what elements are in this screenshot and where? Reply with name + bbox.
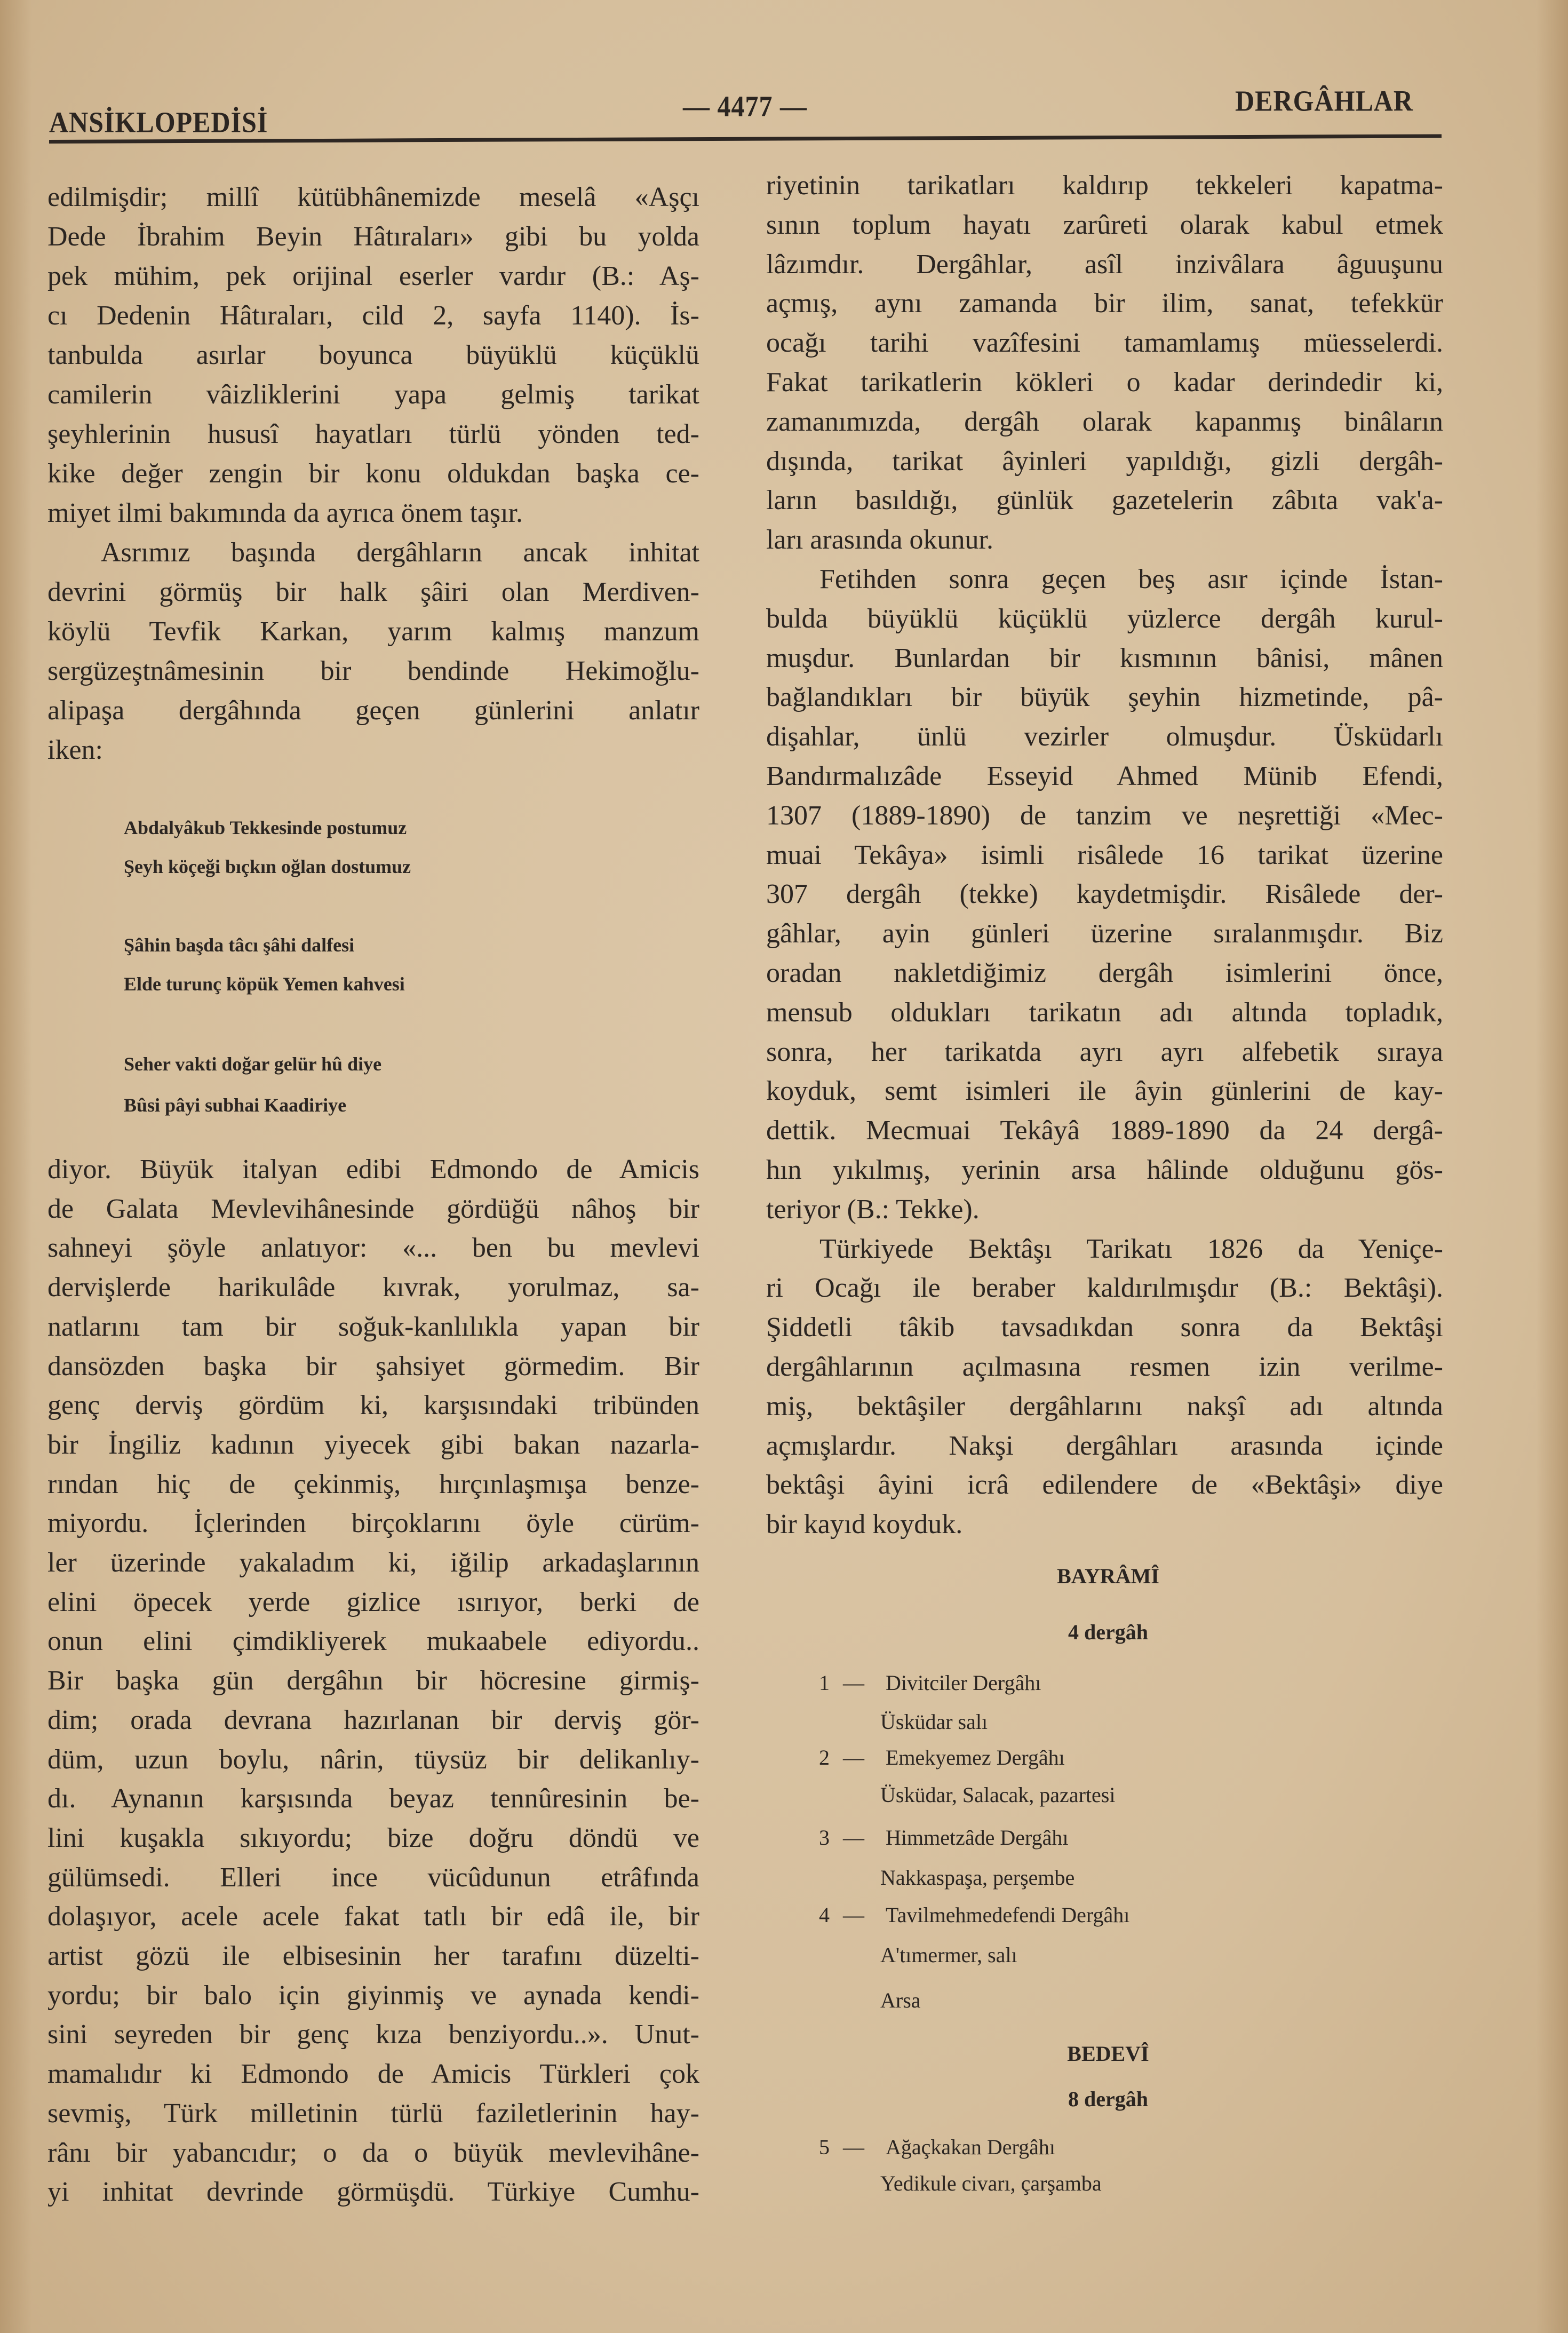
- list-item-number: 1: [819, 1671, 830, 1695]
- paragraph-line: diyor. Büyük italyan edibi Edmondo de Amicis: [47, 1154, 699, 1185]
- list-item-number: 4: [819, 1903, 830, 1927]
- paragraph-line: şeyhlerinin hususî hayatları türlü yönden ted-: [47, 419, 699, 449]
- poem-verse: Bûsi pâyi subhai Kaadiriye: [124, 1094, 347, 1116]
- list-item-number: 3: [819, 1826, 830, 1850]
- paragraph-line: bir kayıd koyduk.: [766, 1509, 963, 1540]
- paragraph-line: sahneyi şöyle anlatıyor: «... ben bu mevlevi: [47, 1233, 699, 1264]
- paragraph-line: miyordu. İçlerinden birçoklarını öyle cürüm-: [47, 1508, 699, 1539]
- paragraph-line: köylü Tevfik Karkan, yarım kalmış manzum: [47, 616, 699, 647]
- list-item-name: Emekyemez Dergâhı: [886, 1745, 1065, 1769]
- paragraph-line: dı. Aynanın karşısında beyaz tennûresinin be-: [47, 1783, 699, 1814]
- paragraph-line: Dede İbrahim Beyin Hâtıraları» gibi bu yolda: [47, 221, 699, 252]
- paragraph-line: dansözden başka bir şahsiyet görmedim. Bir: [47, 1351, 699, 1382]
- running-header-left: ANSİKLOPEDİSİ: [49, 106, 268, 139]
- paragraph-line: tanbulda asırlar boyunca büyüklü küçüklü: [47, 340, 699, 370]
- list-item-detail: A'tımermer, salı: [880, 1943, 1017, 1967]
- paragraph-line: sini seyreden bir genç kıza benziyordu..». Unut-: [47, 2019, 699, 2050]
- paragraph-line: ları arasında okunur.: [766, 525, 993, 556]
- paragraph-line: miş, bektâşiler dergâhlarını nakşî adı altında: [766, 1391, 1443, 1422]
- paragraph-line: elini öpecek yerde gizlice ısırıyor, berki de: [47, 1586, 699, 1617]
- paragraph-line: devrini görmüş bir halk şâiri olan Merdiven-: [47, 577, 699, 607]
- paragraph-line: yi inhitat devrinde görmüşdü. Türkiye Cumhu-: [47, 2177, 699, 2208]
- paragraph-line: dim; orada devrana hazırlanan bir derviş gör-: [47, 1704, 699, 1735]
- paragraph-line: bulda büyüklü küçüklü yüzlerce dergâh kurul-: [766, 603, 1443, 634]
- paragraph-line: miyet ilmi bakımında da ayrıca önem taşır.: [47, 498, 523, 528]
- poem-verse: Şeyh köçeği bıçkın oğlan dostumuz: [124, 856, 411, 877]
- page-edge-shadow: [1536, 0, 1568, 2333]
- paragraph-line: genç derviş gördüm ki, karşısındaki tribünden: [47, 1390, 699, 1421]
- poem-verse: Abdalyâkub Tekkesinde postumuz: [124, 817, 407, 838]
- paragraph-line: ocağı tarihi vazîfesini tamamlamış müesselerdi.: [766, 328, 1443, 359]
- paragraph-line: açmışlardır. Nakşi dergâhları arasında içinde: [766, 1430, 1443, 1461]
- paragraph-line: alipaşa dergâhında geçen günlerini anlatır: [47, 695, 699, 726]
- page-number: — 4477 —: [683, 90, 807, 123]
- list-item-name: Himmetzâde Dergâhı: [886, 1826, 1069, 1850]
- paragraph-line: natlarını tam bir soğuk-kanlılıkla yapan bir: [47, 1311, 699, 1342]
- poem-verse: Elde turunç köpük Yemen kahvesi: [124, 973, 405, 995]
- page-edge-shadow: [0, 0, 32, 2333]
- paragraph-line: muai Tekâya» isimli risâlede 16 tarikat üzerine: [766, 839, 1443, 870]
- paragraph-line: dettik. Mecmuai Tekâyâ 1889-1890 da 24 dergâ-: [766, 1115, 1443, 1146]
- paragraph-line: cı Dedenin Hâtıraları, cild 2, sayfa 1140). İs-: [47, 300, 699, 331]
- running-header-right: DERGÂHLAR: [1235, 84, 1414, 117]
- list-item-name: Tavilmehmedefendi Dergâhı: [886, 1903, 1130, 1927]
- paragraph-line: açmış, aynı zamanda bir ilim, sanat, tefekkür: [766, 288, 1443, 319]
- list-item-number: 2: [819, 1745, 830, 1769]
- paragraph-line: mensub oldukları tarikatın adı altında topladık,: [766, 997, 1443, 1028]
- paragraph-line: lini kuşakla sıkıyordu; bize doğru döndü ve: [47, 1822, 699, 1853]
- poem-verse: Seher vakti doğar gelür hû diye: [124, 1053, 382, 1075]
- list-item-dash: —: [843, 1671, 864, 1695]
- paragraph-line: dervişlerde harikulâde kıvrak, yorulmaz, sa-: [47, 1272, 699, 1303]
- list-item-name: Ağaçkakan Dergâhı: [886, 2135, 1056, 2159]
- paragraph-line: sonra, her tarikatda ayrı ayrı alfebetik sıraya: [766, 1036, 1443, 1067]
- paragraph-line: ri Ocağı ile beraber kaldırılmışdır (B.: Bektâşi).: [766, 1273, 1443, 1304]
- paragraph-line: Fetihden sonra geçen beş asır içinde İstan-: [819, 564, 1443, 594]
- section-title: BEDEVÎ: [1067, 2042, 1149, 2066]
- list-item-detail: Üsküdar salı: [880, 1710, 988, 1734]
- paragraph-line: gâhlar, ayin günleri üzerine sıralanmışdır. Biz: [766, 918, 1443, 949]
- paragraph-line: 307 dergâh (tekke) kaydetmişdir. Risâlede der-: [766, 879, 1443, 910]
- section-count: 4 dergâh: [1068, 1620, 1148, 1644]
- paragraph-line: onun elini çimdikliyerek mukaabele ediyordu..: [47, 1626, 699, 1657]
- list-item-number: 5: [819, 2135, 830, 2159]
- paragraph-line: düm, uzun boylu, nârin, tüysüz bir delikanlıy-: [47, 1744, 699, 1775]
- section-count: 8 dergâh: [1068, 2087, 1148, 2111]
- paragraph-line: hın yıkılmış, yerinin arsa hâlinde olduğunu gös-: [766, 1155, 1443, 1185]
- paragraph-line: sının toplum hayatı zarûreti olarak kabul etmek: [766, 209, 1443, 240]
- paragraph-line: muşdur. Bunlardan bir kısmının bânisi, mânen: [766, 642, 1443, 673]
- paragraph-line: dışında, tarikat âyinleri yapıldığı, gizli dergâh-: [766, 446, 1443, 477]
- list-item-detail: Üsküdar, Salacak, pazartesi: [880, 1783, 1116, 1807]
- paragraph-line: dişahlar, ünlü vezirler olmuşdur. Üsküdarlı: [766, 721, 1443, 752]
- paragraph-line: camilerin vâizliklerini yapa gelmiş tarikat: [47, 379, 699, 410]
- paragraph-line: teriyor (B.: Tekke).: [766, 1194, 980, 1225]
- list-item-detail: Nakkaspaşa, perşembe: [880, 1866, 1075, 1890]
- poem-verse: Şâhin başda tâcı şâhi dalfesi: [124, 934, 355, 956]
- paragraph-line: oradan nakletdiğimiz dergâh isimlerini önce,: [766, 958, 1443, 988]
- paragraph-line: 1307 (1889-1890) de tanzim ve neşrettiği «Mec-: [766, 800, 1443, 831]
- paragraph-line: dolaşıyor, acele acele fakat tatlı bir edâ ile, bir: [47, 1901, 699, 1932]
- section-title: BAYRÂMÎ: [1057, 1564, 1159, 1588]
- paragraph-line: kike değer zengin bir konu oldukdan başka ce-: [47, 458, 699, 489]
- paragraph-line: rânı bir yabancıdır; o da o büyük mevlevihâne-: [47, 2137, 699, 2168]
- paragraph-line: gülümsedi. Elleri ince vücûdunun etrâfında: [47, 1862, 699, 1893]
- paragraph-line: dergâhlarının açılmasına resmen izin verilme-: [766, 1352, 1443, 1382]
- list-item-detail: Arsa: [880, 1988, 921, 2012]
- paragraph-line: ler üzerinde yakaladım ki, iğilip arkadaşlarının: [47, 1548, 699, 1578]
- paragraph-line: lâzımdır. Dergâhlar, asîl inzivâlara âguuşunu: [766, 249, 1443, 280]
- paragraph-line: yordu; bir balo için giyinmiş ve aynada kendi-: [47, 1980, 699, 2011]
- paragraph-line: bektâşi âyini icrâ edilendere de «Bektâşi» diye: [766, 1470, 1443, 1501]
- paragraph-line: Bir başka gün dergâhın bir höcresine girmiş-: [47, 1665, 699, 1696]
- paragraph-line: rından hiç de çekinmiş, hırçınlaşmışa benze-: [47, 1469, 699, 1499]
- list-item-dash: —: [843, 1745, 864, 1769]
- paragraph-line: bir İngiliz kadının yiyecek gibi bakan nazarla-: [47, 1429, 699, 1460]
- list-item-name: Divitciler Dergâhı: [886, 1671, 1041, 1695]
- paragraph-line: sergüzeştnâmesinin bir bendinde Hekimoğlu-: [47, 656, 699, 686]
- paragraph-line: koyduk, semt isimleri ile âyin günlerini de kay-: [766, 1076, 1443, 1107]
- paragraph-line: artist gözü ile elbisesinin her tarafını düzelti-: [47, 1941, 699, 1971]
- list-item-dash: —: [843, 1826, 864, 1850]
- paragraph-line: bağlandıkları bir büyük şeyhin hizmetinde, pâ-: [766, 682, 1443, 713]
- paragraph-line: ların basıldığı, günlük gazetelerin zâbıta vak'a-: [766, 485, 1443, 516]
- paragraph-line: Bandırmalızâde Esseyid Ahmed Münib Efendi,: [766, 761, 1443, 791]
- paragraph-line: mamalıdır ki Edmondo de Amicis Türkleri çok: [47, 2059, 699, 2090]
- paragraph-line: de Galata Mevlevihânesinde gördüğü nâhoş bir: [47, 1193, 699, 1224]
- list-item-dash: —: [843, 1903, 864, 1927]
- list-item-dash: —: [843, 2135, 864, 2159]
- paragraph-line: Şiddetli tâkib tavsadıkdan sonra da Bektâşi: [766, 1312, 1443, 1343]
- paragraph-line: zamanımızda, dergâh olarak kapanmış binâların: [766, 406, 1443, 437]
- paragraph-line: Asrımız başında dergâhların ancak inhitat: [101, 537, 699, 568]
- paragraph-line: pek mühim, pek orijinal eserler vardır (B.: Aş-: [47, 261, 699, 291]
- paragraph-line: riyetinin tarikatları kaldırıp tekkeleri kapatma-: [766, 170, 1443, 201]
- list-item-detail: Yedikule civarı, çarşamba: [880, 2171, 1102, 2195]
- paragraph-line: iken:: [47, 735, 103, 765]
- paragraph-line: Fakat tarikatlerin kökleri o kadar derindedir ki,: [766, 367, 1443, 398]
- paragraph-line: Türkiyede Bektâşı Tarikatı 1826 da Yeniçe-: [819, 1233, 1443, 1264]
- paragraph-line: edilmişdir; millî kütübhânemizde meselâ «Aşçı: [47, 182, 699, 212]
- paragraph-line: sevmiş, Türk milletinin türlü faziletlerinin hay-: [47, 2098, 699, 2129]
